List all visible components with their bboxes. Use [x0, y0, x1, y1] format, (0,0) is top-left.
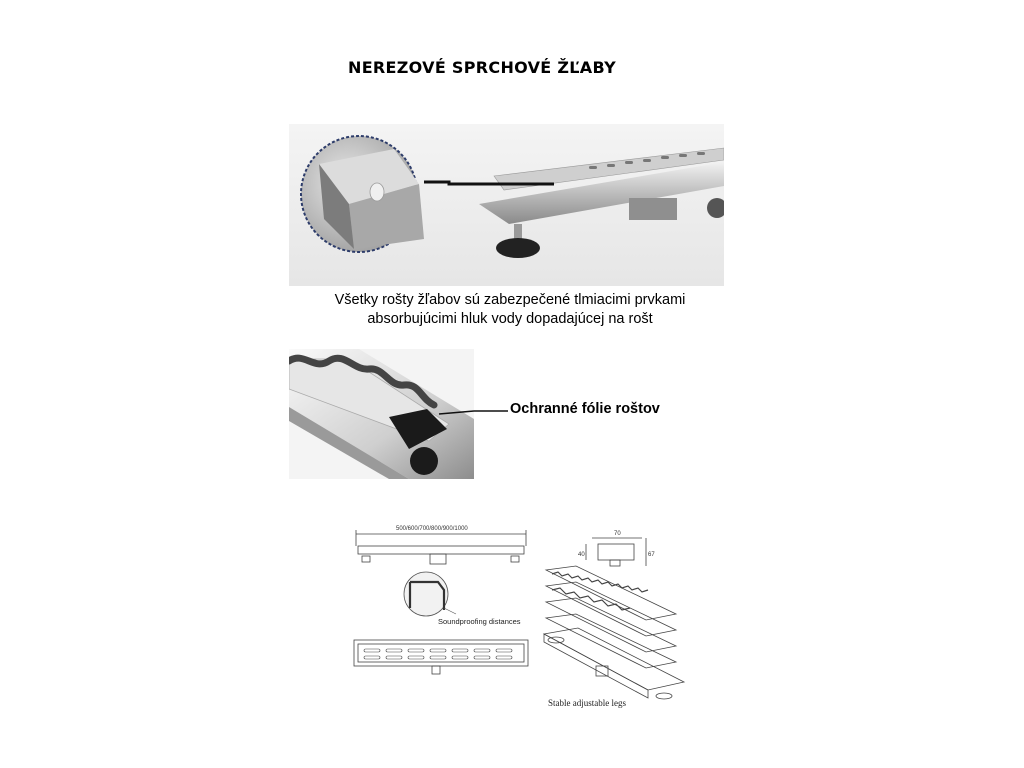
- callout-pointer-line: [474, 406, 510, 416]
- width-dimension: 70: [614, 531, 621, 537]
- grate-film-photo: [289, 349, 474, 479]
- callout-protective-film: Ochranné fólie roštov: [510, 401, 660, 417]
- technical-drawings: [346, 516, 686, 716]
- height-dimension: 40: [578, 552, 585, 558]
- top-view-drawing: [354, 640, 528, 674]
- cross-section-drawing: [586, 538, 646, 566]
- exploded-view-drawing: [544, 566, 684, 699]
- legs-label: Stable adjustable legs: [548, 698, 626, 708]
- side-view-drawing: [356, 530, 526, 564]
- soundproofing-label: Soundproofing distances: [438, 617, 521, 626]
- length-dimension-label: 500/600/700/800/900/1000: [396, 526, 468, 532]
- soundproofing-detail-drawing: [404, 572, 456, 616]
- document-title: NEREZOVÉ SPRCHOVÉ ŽĽABY: [348, 58, 616, 77]
- caption-noise-dampening: [300, 291, 720, 329]
- caption-line-1: Všetky rošty žľabov sú zabezpečené tlmiacimi prvkami: [334, 292, 686, 308]
- drain-detail-photo: [289, 124, 724, 286]
- caption-line-2: absorbujúcimi hluk vody dopadajúcej na rošt: [367, 311, 653, 327]
- depth-dimension: 67: [648, 552, 655, 558]
